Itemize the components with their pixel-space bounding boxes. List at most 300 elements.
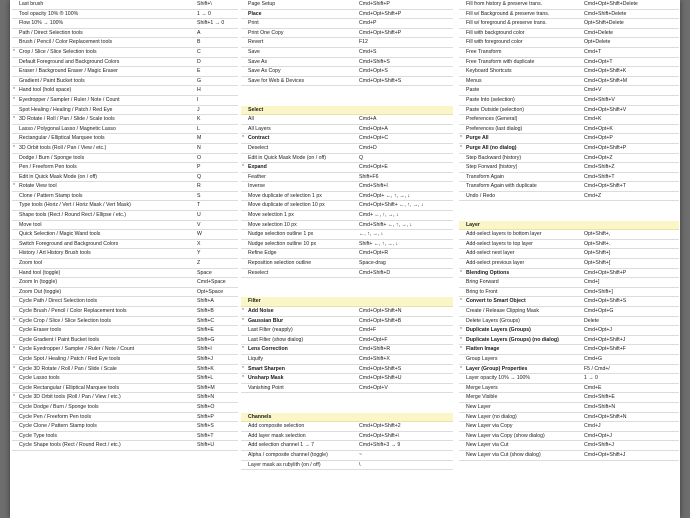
shortcut-row [459, 365, 679, 375]
shortcut-key: Shift+P [197, 413, 214, 420]
shortcut-key: ←, ↑, →, ↓ [359, 231, 384, 238]
shortcut-key: Space [197, 269, 212, 276]
shortcut-key: Cmd+J [584, 423, 601, 430]
shortcut-row [459, 144, 679, 154]
shortcut-key: Cmd+Opt+F [359, 336, 388, 343]
command-label: Add-select previous layer [466, 260, 525, 267]
shortcut-key: Cmd+S [359, 48, 377, 55]
shortcut-row [241, 29, 453, 39]
shortcut-key: S [197, 192, 201, 199]
command-label: Reselect [248, 269, 269, 276]
shortcut-key: Cmd+Opt+Shift+P [359, 10, 402, 17]
shortcut-row [459, 38, 679, 48]
shortcut-row [12, 326, 238, 336]
shortcut-key: Shift+U [197, 442, 215, 449]
shortcut-key: 1 → 0 [197, 10, 211, 17]
shortcut-key: K [197, 116, 201, 123]
shortcut-key: Cmd+F [359, 327, 377, 334]
shortcut-key: P [197, 164, 201, 171]
shortcut-key: Cmd+Space [197, 279, 226, 286]
command-label: Add selection channel 1 → 7 [248, 442, 315, 449]
shortcut-key: Cmd+Opt+Shift+S [359, 365, 402, 372]
shortcut-key: Cmd+Opt+A [359, 125, 388, 132]
shortcut-row [459, 211, 679, 221]
shortcut-key: Cmd+Opt+R [359, 250, 389, 257]
shortcut-key: Cmd+Opt+Shift+M [584, 77, 628, 84]
command-label: Contract [248, 135, 270, 142]
shortcut-row [241, 163, 453, 173]
shortcut-row [241, 403, 453, 413]
shortcut-row [12, 144, 238, 154]
command-label: Cycle Gradient / Paint Bucket tools [19, 336, 100, 343]
section-title: Select [248, 106, 264, 113]
shortcut-row [12, 58, 238, 68]
shortcut-row [241, 58, 453, 68]
shortcut-key: Cmd+Opt+T [584, 58, 613, 65]
shortcut-key: Cmd+Shift+3 → 9 [359, 442, 401, 449]
shortcut-key: F12 [359, 39, 368, 46]
shortcut-row [12, 134, 238, 144]
shortcut-row [459, 86, 679, 96]
command-label: Brush / Pencil / Color Replacement tools [19, 39, 113, 46]
shortcut-key: Cmd+Shift+ ←, ↑, →, ↓ [359, 221, 413, 228]
shortcut-key: Cmd+Shift+S [359, 58, 390, 65]
shortcut-key: Cmd+Shift+X [359, 355, 390, 362]
shortcut-row [241, 154, 453, 164]
command-label: Expand [248, 164, 267, 171]
command-label: Inverse [248, 183, 266, 190]
shortcut-key: Cmd+Shift+E [584, 394, 615, 401]
shortcut-key: Cmd+Opt+E [359, 164, 388, 171]
shortcut-row [12, 288, 238, 298]
shortcut-key: Shift+L [197, 375, 214, 382]
command-label: Step Forward (history) [466, 164, 518, 171]
shortcut-key: Shift+A [197, 298, 214, 305]
command-label: Cycle Dodge / Burn / Sponge tools [19, 403, 99, 410]
shortcut-key: U [197, 212, 201, 219]
shortcut-key: Shift+T [197, 432, 214, 439]
shortcut-row [459, 288, 679, 298]
custom-shortcut-marker: * [13, 48, 15, 55]
command-label: Bring to Front [466, 288, 498, 295]
shortcut-key: Cmd+Shift+R [359, 346, 391, 353]
shortcut-row [459, 154, 679, 164]
shortcut-key: Cmd+Opt+C [359, 135, 389, 142]
command-label: Merge Visible [466, 394, 498, 401]
shortcut-row [241, 230, 453, 240]
shortcut-row [459, 230, 679, 240]
command-label: Add-select next layer [466, 250, 515, 257]
shortcut-row [12, 345, 238, 355]
custom-shortcut-marker: * [13, 365, 15, 372]
shortcut-row [241, 345, 453, 355]
shortcut-row [459, 307, 679, 317]
command-label: Move tool [19, 221, 42, 228]
command-label: Rectangular / Elliptical Marquee tools [19, 135, 105, 142]
shortcut-key: Cmd+Opt+K [584, 125, 613, 132]
command-label: Shape tools (Rect / Round Rect / Ellipse / etc.) [19, 212, 126, 219]
command-label: Reposition selection outline [248, 260, 312, 267]
custom-shortcut-marker: * [13, 144, 15, 151]
command-label: Print [248, 20, 259, 27]
shortcut-row [459, 432, 679, 442]
shortcut-key: Opt+Delete [584, 39, 611, 46]
command-label: Revert [248, 39, 264, 46]
command-label: Create / Release Clipping Mask [466, 308, 539, 314]
shortcut-row [12, 393, 238, 403]
shortcut-row [241, 384, 453, 394]
shortcut-key: Cmd+Shift+P [359, 1, 390, 7]
command-label: All Layers [248, 125, 271, 132]
shortcut-row [241, 422, 453, 432]
shortcut-row [459, 201, 679, 211]
shortcut-row [241, 67, 453, 77]
shortcut-row [241, 10, 453, 20]
shortcut-key: Cmd+Opt+Shift+F [584, 346, 626, 353]
shortcut-key: \ [359, 461, 361, 468]
shortcut-key: Cmd+Shift+Z [584, 164, 615, 171]
shortcut-key: Shift+F6 [359, 173, 379, 180]
shortcut-key: T [197, 202, 201, 209]
command-label: Edit in Quick Mask Mode (on / off) [19, 173, 98, 180]
shortcut-key: Shift+O [197, 403, 215, 410]
shortcut-key: Cmd+Opt+Shift+N [584, 413, 627, 420]
command-label: Convert to Smart Object [466, 298, 526, 305]
shortcut-key: R [197, 183, 201, 190]
shortcut-row [459, 163, 679, 173]
shortcut-key: 1 → 0 [584, 375, 598, 382]
shortcut-row [459, 106, 679, 116]
command-label: Free Transform [466, 48, 502, 55]
custom-shortcut-marker: * [460, 365, 462, 372]
command-label: Gradient / Paint Bucket tools [19, 77, 85, 84]
shortcut-row [459, 115, 679, 125]
shortcut-key: Shift+B [197, 308, 214, 314]
shortcut-row [12, 365, 238, 375]
shortcut-key: Shift+S [197, 423, 214, 430]
command-label: Zoom tool [19, 260, 43, 267]
shortcut-key: Cmd+Shift+D [359, 269, 391, 276]
shortcut-row [459, 451, 679, 461]
shortcut-row [241, 451, 453, 461]
command-label: Cycle Pen / Freeform Pen tools [19, 413, 92, 420]
shortcut-key: Shift+ ←, ↑, →, ↓ [359, 240, 399, 247]
shortcut-key: Y [197, 250, 201, 257]
command-label: Nudge selection outline 1 px [248, 231, 314, 238]
shortcut-key: Cmd+Opt+Shift+P [359, 29, 402, 36]
command-label: Unsharp Mask [248, 375, 284, 382]
shortcut-key: Cmd+Opt+V [359, 384, 388, 391]
command-label: Alpha / composite channel (toggle) [248, 451, 328, 458]
custom-shortcut-marker: * [242, 375, 244, 382]
shortcut-key: Cmd+Shift+Delete [584, 10, 627, 17]
shortcut-row [12, 182, 238, 192]
shortcut-key: D [197, 58, 201, 65]
shortcut-key: Shift+J [197, 355, 214, 362]
command-label: Cycle Lasso tools [19, 375, 60, 382]
shortcut-key: Shift+E [197, 327, 214, 334]
shortcut-row [241, 432, 453, 442]
command-label: Flatten Image [466, 346, 500, 353]
shortcut-row [459, 345, 679, 355]
shortcut-key: Cmd+Opt+Shift+S [359, 77, 402, 84]
custom-shortcut-marker: * [460, 346, 462, 353]
shortcut-row [241, 269, 453, 279]
shortcut-key: Cmd+Shift+I [359, 183, 388, 190]
command-label: Layer mask as rubylith (on / off) [248, 461, 321, 468]
command-label: Menus [466, 77, 482, 84]
shortcut-row [241, 259, 453, 269]
command-label: Dodge / Burn / Sponge tools [19, 154, 85, 161]
shortcut-key: Opt+Shift+] [584, 250, 611, 257]
command-label: Move duplicate of selection 10 px [248, 202, 325, 209]
command-label: Fill with background color [466, 29, 525, 36]
custom-shortcut-marker: * [460, 269, 462, 276]
shortcut-key: B [197, 39, 201, 46]
command-label: Liquify [248, 355, 263, 362]
shortcut-key: Cmd+Opt+Shift+S [584, 298, 627, 305]
shortcut-row [12, 374, 238, 384]
shortcut-row [459, 240, 679, 250]
shortcut-row [12, 384, 238, 394]
shortcut-key: O [197, 154, 202, 161]
shortcut-row [459, 96, 679, 106]
shortcut-row [12, 38, 238, 48]
shortcut-key: G [197, 77, 202, 84]
shortcut-row [12, 125, 238, 135]
shortcut-row [241, 374, 453, 384]
command-label: Transform Again with duplicate [466, 183, 537, 190]
shortcut-row [459, 441, 679, 451]
command-label: Feather [248, 173, 266, 180]
command-label: Cycle 3D Orbit tools (Roll / Pan / View / etc.) [19, 394, 121, 401]
shortcut-row [12, 154, 238, 164]
shortcut-row [12, 336, 238, 346]
command-label: Eraser / Background Eraser / Magic Eraser [19, 68, 118, 75]
command-label: Fill w/ foreground & preserve trans. [466, 20, 547, 27]
shortcut-row [459, 0, 679, 10]
shortcut-row [459, 173, 679, 183]
shortcut-row [12, 173, 238, 183]
shortcut-key: V [197, 221, 201, 228]
shortcut-row [241, 317, 453, 327]
shortcut-key: Cmd+Opt+Shift+K [584, 68, 627, 75]
command-label: Delete Layers (Groups) [466, 317, 520, 324]
shortcut-key: Shift+I [197, 346, 212, 353]
shortcut-row [241, 326, 453, 336]
shortcut-key: Cmd+Opt+Shift+B [359, 317, 402, 324]
shortcut-key: Cmd+Z [584, 192, 602, 199]
shortcut-row [241, 38, 453, 48]
shortcut-key: Cmd+E [584, 384, 602, 391]
command-label: Cycle Eraser tools [19, 327, 62, 334]
shortcut-key: Cmd+Opt+Shift+Delete [584, 1, 638, 7]
shortcut-key: Cmd+Shift+J [584, 442, 614, 449]
command-label: Duplicate Layers (Groups) (no dialog) [466, 336, 559, 343]
shortcut-row [459, 249, 679, 259]
command-label: Save As Copy [248, 68, 281, 75]
shortcut-key: Opt+Shift+, [584, 231, 611, 238]
command-label: Blending Options [466, 269, 510, 276]
shortcut-row [241, 307, 453, 317]
shortcut-key: Cmd+Opt+Z [584, 154, 613, 161]
command-label: Fill from history & preserve trans. [466, 1, 543, 7]
command-label: New Layer via Copy [466, 423, 513, 430]
command-label: Zoom In (toggle) [19, 279, 58, 286]
shortcut-row [12, 269, 238, 279]
shortcut-row [241, 249, 453, 259]
shortcut-row [12, 432, 238, 442]
custom-shortcut-marker: * [242, 365, 244, 372]
shortcut-key: Cmd+Opt+Shift+T [584, 183, 626, 190]
shortcut-row [459, 269, 679, 279]
shortcut-key: Cmd+Opt+Shift+P [584, 144, 627, 151]
shortcut-key: Cmd+Opt+Shift+V [584, 106, 627, 113]
section-header [241, 106, 453, 116]
command-label: Save As [248, 58, 268, 65]
command-label: History / Art History Brush tools [19, 250, 91, 257]
shortcut-key: Cmd+V [584, 87, 602, 94]
shortcut-key: Cmd+Opt+Shift+U [359, 375, 402, 382]
shortcut-key: Cmd+Opt+Shift+N [359, 308, 402, 314]
command-label: Bring Forward [466, 279, 499, 286]
custom-shortcut-marker: * [460, 298, 462, 305]
shortcut-key: Opt+Shift+[ [584, 260, 611, 267]
shortcut-sheet [10, 0, 680, 518]
command-label: Fill with foreground color [466, 39, 523, 46]
custom-shortcut-marker: * [460, 336, 462, 343]
command-label: Preferences (General) [466, 116, 518, 123]
command-label: New Layer via Cut [466, 442, 509, 449]
custom-shortcut-marker: * [13, 346, 15, 353]
shortcut-row [241, 192, 453, 202]
shortcut-key: N [197, 144, 201, 151]
command-label: Duplicate Layers (Groups) [466, 327, 531, 334]
command-label: Lens Correction [248, 346, 288, 353]
command-label: Cycle Type tools [19, 432, 57, 439]
shortcut-row [241, 96, 453, 106]
shortcut-row [12, 230, 238, 240]
shortcut-key: Cmd+Shift+V [584, 96, 615, 103]
shortcut-row [12, 422, 238, 432]
command-label: Cycle Shape tools (Rect / Round Rect / etc.) [19, 442, 121, 449]
command-label: Add composite selection [248, 423, 305, 430]
shortcut-key: Cmd+Opt+Shift+P [584, 269, 627, 276]
command-label: Last Filter (reapply) [248, 327, 293, 334]
custom-shortcut-marker: * [242, 135, 244, 142]
shortcut-row [12, 67, 238, 77]
shortcut-row [459, 336, 679, 346]
shortcut-key: Shift+G [197, 336, 215, 343]
shortcut-key: Space-drag [359, 260, 386, 267]
shortcut-row [12, 19, 238, 29]
shortcut-row [241, 441, 453, 451]
shortcut-row [459, 182, 679, 192]
shortcut-row [12, 211, 238, 221]
custom-shortcut-marker: * [242, 346, 244, 353]
shortcut-row [12, 441, 238, 451]
shortcut-key: Opt+Shift+Delete [584, 20, 624, 27]
shortcut-row [459, 67, 679, 77]
section-header [459, 221, 679, 231]
shortcut-key: Cmd+Opt+ ←, ↑, →, ↓ [359, 192, 411, 199]
shortcut-row [241, 336, 453, 346]
shortcut-row [12, 106, 238, 116]
command-label: Print One Copy [248, 29, 284, 36]
shortcut-key: Cmd+Shift+] [584, 288, 613, 295]
command-label: Move duplicate of selection 1 px [248, 192, 322, 199]
shortcut-row [12, 10, 238, 20]
section-header [241, 413, 453, 423]
column-2 [241, 0, 453, 470]
shortcut-row [241, 115, 453, 125]
command-label: Transform Again [466, 173, 504, 180]
shortcut-key: M [197, 135, 202, 142]
shortcut-row [459, 384, 679, 394]
shortcut-row [12, 317, 238, 327]
command-label: New Layer via Cut (show dialog) [466, 451, 541, 458]
custom-shortcut-marker: * [242, 308, 244, 314]
shortcut-key: Shift+N [197, 394, 215, 401]
command-label: Step Backward (history) [466, 154, 522, 161]
shortcut-row [459, 134, 679, 144]
command-label: Zoom Out (toggle) [19, 288, 62, 295]
shortcut-key: Cmd+Opt+Shift+\ [359, 432, 400, 439]
command-label: Purge All (no dialog) [466, 144, 517, 151]
shortcut-key: I [197, 96, 199, 103]
shortcut-row [12, 278, 238, 288]
command-label: Nudge selection outline 10 px [248, 240, 317, 247]
command-label: Cycle Spot / Healing / Patch / Red Eye tools [19, 355, 121, 362]
command-label: Cycle Eyedropper / Sampler / Ruler / Note / Count [19, 346, 135, 353]
shortcut-row [459, 29, 679, 39]
custom-shortcut-marker: * [13, 87, 15, 94]
shortcut-key: Cmd+A [359, 116, 377, 123]
shortcut-key: A [197, 29, 201, 36]
shortcut-row [241, 0, 453, 10]
command-label: 3D Rotate / Roll / Pan / Slide / Scale tools [19, 116, 115, 123]
shortcut-row [12, 413, 238, 423]
shortcut-row [12, 48, 238, 58]
shortcut-row [459, 48, 679, 58]
shortcut-row [12, 307, 238, 317]
command-label: Cycle Brush / Pencil / Color Replacement tools [19, 308, 127, 314]
shortcut-row [459, 10, 679, 20]
shortcut-key: Q [359, 154, 364, 161]
shortcut-row [12, 355, 238, 365]
command-label: Pen / Freeform Pen tools [19, 164, 77, 171]
shortcut-key: Cmd+P [359, 20, 377, 27]
shortcut-row [459, 58, 679, 68]
shortcut-row [459, 278, 679, 288]
custom-shortcut-marker: * [13, 394, 15, 401]
shortcut-key: Cmd+ ←, ↑, →, ↓ [359, 212, 399, 219]
shortcut-row [12, 29, 238, 39]
custom-shortcut-marker: * [242, 317, 244, 324]
shortcut-key: Cmd+Shift+N [584, 403, 616, 410]
shortcut-key: F5 / Cmd+/ [584, 365, 610, 372]
command-label: Cycle Path / Direct Selection tools [19, 298, 98, 305]
command-label: Deselect [248, 144, 269, 151]
shortcut-row [241, 48, 453, 58]
shortcut-row [241, 144, 453, 154]
shortcut-key: Cmd+Opt+Shift+2 [359, 423, 401, 430]
shortcut-key: Cmd+Opt+Shift+ ←, ↑, →, ↓ [359, 202, 424, 209]
custom-shortcut-marker: * [13, 317, 15, 324]
shortcut-row [12, 115, 238, 125]
command-label: All [248, 116, 254, 123]
command-label: Move selection 10 px [248, 221, 297, 228]
